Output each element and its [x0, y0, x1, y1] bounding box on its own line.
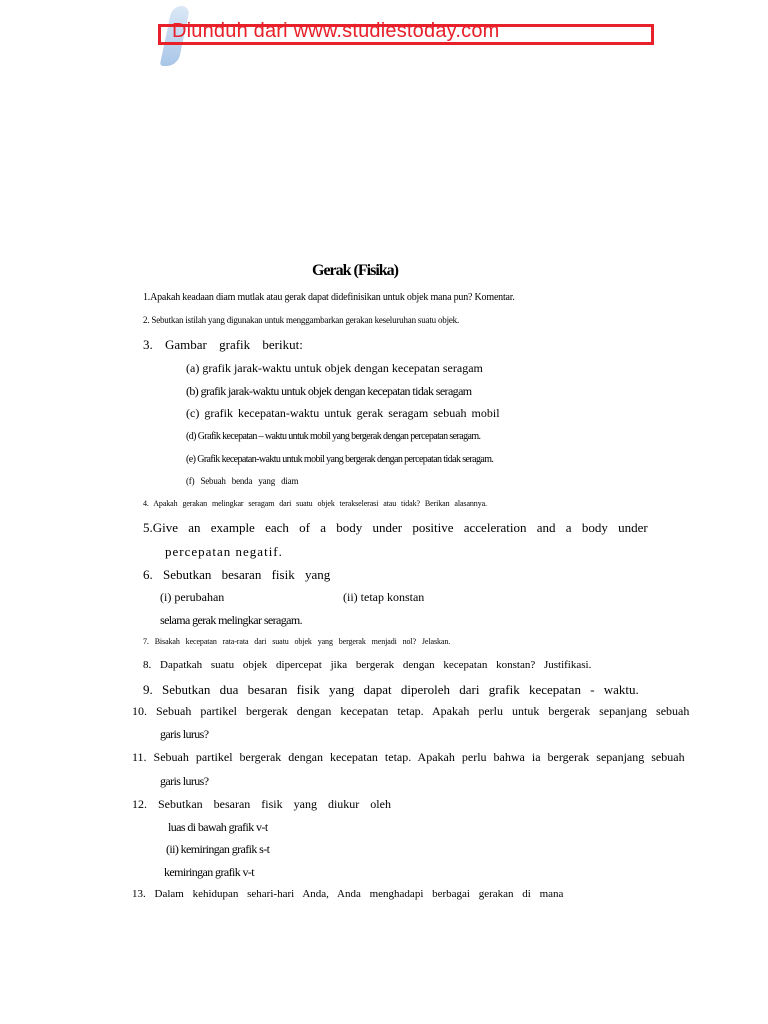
question-6-ii: (ii) tetap konstan — [343, 590, 425, 604]
question-11: 11. Sebuah partikel bergerak dengan kecepatan tetap. Apakah perlu bahwa ia bergerak sepanjang sebuah — [132, 750, 685, 764]
question-3: 3. Gambar grafik berikut: — [143, 337, 303, 352]
question-12: 12. Sebutkan besaran fisik yang diukur oleh — [132, 797, 391, 811]
question-6-cont: selama gerak melingkar seragam. — [160, 613, 302, 627]
question-1: 1.Apakah keadaan diam mutlak atau gerak dapat didefinisikan untuk objek mana pun? Komentar. — [143, 292, 515, 303]
question-11-cont: garis lurus? — [160, 774, 209, 788]
question-10: 10. Sebuah partikel bergerak dengan kecepatan tetap. Apakah perlu untuk bergerak sepanjang sebuah — [132, 704, 690, 718]
question-8: 8. Dapatkah suatu objek dipercepat jika bergerak dengan kecepatan konstan? Justifikasi. — [143, 659, 592, 671]
question-7: 7. Bisakah kecepatan rata-rata dari suatu objek yang bergerak menjadi nol? Jelaskan. — [143, 637, 451, 646]
watermark-text: Diunduh dari www.studiestoday.com — [172, 20, 500, 42]
question-10-cont: garis lurus? — [160, 727, 209, 741]
question-12-iii: kemiringan grafik v-t — [164, 865, 255, 879]
question-12-i: luas di bawah grafik v-t — [168, 820, 268, 834]
question-6: 6. Sebutkan besaran fisik yang — [143, 567, 331, 582]
question-2: 2. Sebutkan istilah yang digunakan untuk menggambarkan gerakan keseluruhan suatu objek. — [143, 315, 460, 325]
question-12-ii: (ii) kemiringan grafik s-t — [166, 842, 270, 856]
question-3-d: (d) Grafik kecepatan – waktu untuk mobil yang bergerak dengan percepatan seragam. — [186, 431, 481, 442]
question-3-f: (f) Sebuah benda yang diam — [186, 476, 299, 486]
question-3-b: (b) grafik jarak-waktu untuk objek dengan kecepatan tidak seragam — [186, 384, 472, 398]
question-4: 4. Apakah gerakan melingkar seragam dari suatu objek terakselerasi atau tidak? Berikan alasannya. — [143, 499, 487, 508]
question-3-a: (a) grafik jarak-waktu untuk objek dengan kecepatan seragam — [186, 361, 483, 375]
question-13: 13. Dalam kehidupan sehari-hari Anda, Anda menghadapi berbagai gerakan di mana — [132, 888, 564, 900]
question-3-c: (c) grafik kecepatan-waktu untuk gerak seragam sebuah mobil — [186, 406, 500, 420]
question-5: 5.Give an example each of a body under positive acceleration and a body under — [143, 520, 648, 535]
question-3-e: (e) Grafik kecepatan-waktu untuk mobil yang bergerak dengan percepatan tidak seragam. — [186, 454, 494, 465]
document-title: Gerak (Fisika) — [312, 262, 398, 279]
question-6-i: (i) perubahan — [160, 590, 225, 604]
question-9: 9. Sebutkan dua besaran fisik yang dapat diperoleh dari grafik kecepatan - waktu. — [143, 682, 639, 697]
question-5-cont: percepatan negatif. — [165, 544, 283, 559]
